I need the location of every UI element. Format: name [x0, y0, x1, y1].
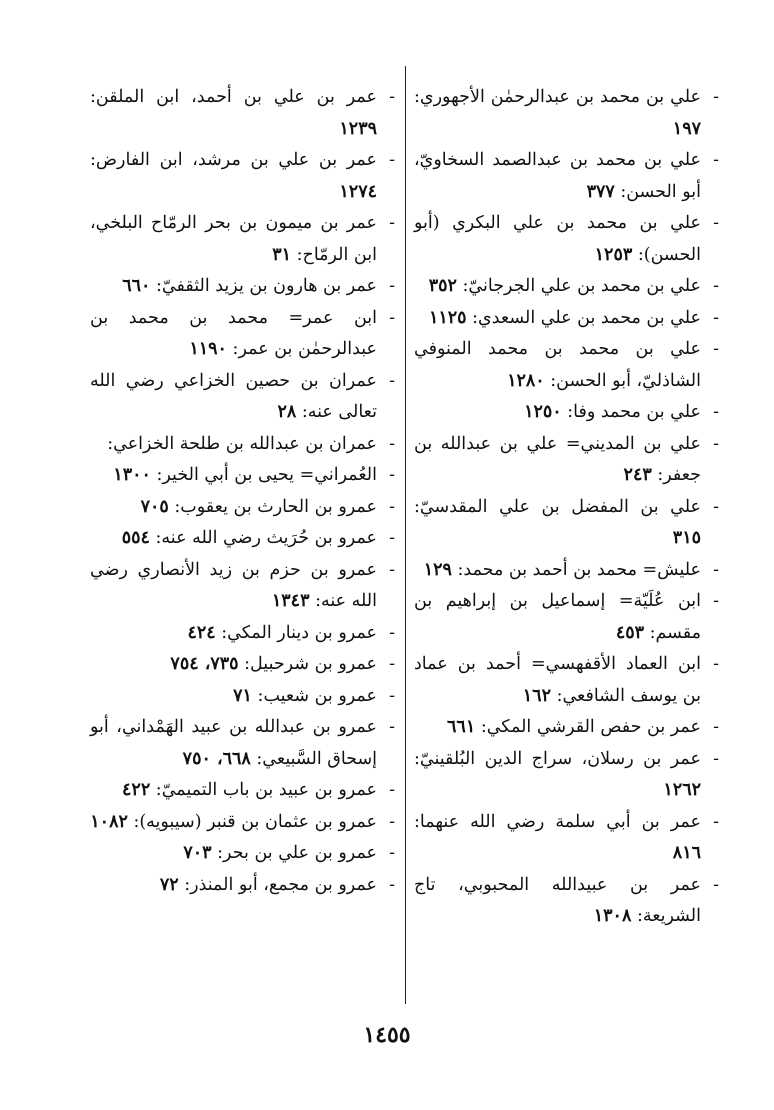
entry-dash: - [713, 874, 719, 895]
entry-dash: - [389, 87, 395, 107]
index-entry [414, 744, 719, 807]
entry-dash: - [713, 811, 719, 832]
entry-dash: - [389, 654, 395, 674]
entry-dash: - [389, 622, 395, 643]
entry-dash: - [389, 685, 395, 706]
entry-name: عمرو بن دينار المكي: [221, 622, 377, 643]
entry-dash: - [713, 433, 719, 454]
entry-name: علي بن محمد بن علي البكري (أبو الحسن): [414, 213, 701, 265]
index-entry [90, 82, 395, 145]
entry-dash: - [389, 811, 395, 832]
entry-dash: - [389, 843, 395, 863]
entry-pages: ٧٢ [159, 874, 179, 895]
entry-name: عمرو بن عبيد بن باب التميميّ: [155, 780, 377, 800]
index-entry [414, 145, 719, 208]
index-entry [414, 492, 719, 555]
entry-dash: - [389, 874, 395, 895]
entry-name: ابن عُلَيّة= إسماعيل بن إبراهيم بن مقسم: [414, 591, 701, 643]
index-entry [414, 807, 719, 870]
entry-name: علي بن محمد بن عبدالرحمٰن الأجهوري: [414, 87, 701, 107]
entry-dash: - [713, 307, 719, 328]
entry-pages: ٤٢٤ [187, 622, 216, 643]
entry-pages: ١١٩٠ [189, 339, 227, 359]
entry-pages: ١٩٧ [672, 118, 701, 139]
entry-dash: - [713, 748, 719, 769]
entry-dash: - [713, 339, 719, 359]
entry-pages: ١٣٠٠ [113, 465, 151, 485]
entry-dash: - [713, 213, 719, 233]
entry-pages: ١٣٠٨ [593, 906, 632, 926]
index-entry [414, 555, 719, 587]
entry-pages: ١٢٥٠ [524, 402, 562, 422]
entry-name: علي بن محمد بن علي الجرجانيّ: [462, 276, 701, 296]
entry-pages: ٦٦٨، ٧٥٠ [182, 748, 251, 769]
index-entry [414, 397, 719, 429]
index-entry [414, 649, 719, 712]
entry-name: العُمراني= يحيى بن أبي الخير: [156, 465, 377, 485]
entry-name: علي بن محمد وفا: [567, 402, 701, 422]
entry-name: عمر بن هارون بن يزيد الثقفيّ: [156, 276, 377, 296]
entry-name: عمرو بن مجمع، أبو المنذر: [184, 874, 377, 895]
entry-pages: ٣٧٧ [586, 181, 615, 202]
entry-pages: ٣١ [272, 244, 292, 265]
index-entry [414, 271, 719, 303]
entry-dash: - [713, 591, 719, 611]
entry-pages: ١٢٧٤ [339, 181, 377, 202]
entry-name: عمران بن حصين الخزاعي رضي الله تعالى عنه: [90, 370, 377, 422]
entry-pages: ١٠٨٢ [90, 811, 128, 832]
entry-pages: ١٢٨٠ [507, 370, 545, 391]
entry-name: عليش= محمد بن أحمد بن محمد: [457, 559, 701, 580]
entry-pages: ٦٦١ [447, 717, 476, 737]
entry-pages: ٧٠٥ [140, 496, 169, 517]
entry-dash: - [713, 559, 719, 580]
index-entry [90, 555, 395, 618]
entry-pages: ٧٠٣ [183, 843, 212, 863]
entry-name: عمرو بن عبدالله بن عبيد الهَمْداني، أبو إسحاق السَّبيعي: [90, 717, 377, 769]
index-entry [90, 775, 395, 807]
entry-pages: ٨١٦ [672, 843, 701, 863]
entry-dash: - [389, 276, 395, 296]
entry-name: علي بن المديني= علي بن عبدالله بن جعفر: [414, 433, 701, 485]
entry-pages: ١١٢٥ [428, 307, 467, 328]
entry-name: عمر بن حفص القرشي المكي: [480, 717, 701, 737]
index-entry [90, 145, 395, 208]
entry-name: عمر بن علي بن أحمد، ابن الملقن: [90, 87, 377, 107]
index-entry [90, 492, 395, 524]
index-entry [414, 208, 719, 271]
entry-pages: ٢٤٣ [623, 465, 652, 485]
entry-name: عمر بن ميمون بن بحر الرمّاح البلخي، ابن الرمّاح: [90, 213, 377, 265]
entry-dash: - [713, 87, 719, 107]
entry-pages: ٦٦٠ [122, 276, 151, 296]
index-column-left [90, 82, 395, 901]
index-column-right [414, 82, 719, 933]
entry-name: عمرو بن علي بن بحر: [217, 843, 377, 863]
entry-dash: - [713, 717, 719, 737]
entry-dash: - [389, 528, 395, 548]
entry-dash: - [389, 717, 395, 737]
index-entry [414, 870, 719, 933]
entry-name: عمرو بن حزم بن زيد الأنصاري رضي الله عنه: [90, 559, 377, 611]
entry-pages: ١٢٩ [423, 559, 452, 580]
index-entry [90, 429, 395, 461]
entry-dash: - [389, 496, 395, 517]
entry-name: عمران بن عبدالله بن طلحة الخزاعي: [107, 433, 377, 454]
index-entry [90, 712, 395, 775]
index-entry [90, 838, 395, 870]
entry-pages: ٤٥٣ [615, 622, 645, 643]
index-entry [90, 366, 395, 429]
entry-name: ابن العماد الأقفهسي= أحمد بن عماد بن يوسف الشافعي: [414, 654, 701, 706]
entry-pages: ٣١٥ [672, 528, 701, 548]
index-entry [90, 523, 395, 555]
entry-dash: - [389, 370, 395, 391]
entry-dash: - [389, 150, 395, 170]
entry-name: علي بن محمد بن علي السعدي: [472, 307, 701, 328]
entry-pages: ١٢٥٣ [594, 244, 633, 265]
entry-name: عمرو بن عثمان بن قنبر (سيبويه): [133, 811, 377, 832]
entry-dash: - [713, 496, 719, 517]
index-entry [414, 586, 719, 649]
entry-dash: - [389, 559, 395, 580]
entry-dash: - [389, 433, 395, 454]
index-entry [414, 82, 719, 145]
entry-name: ابن عمر= محمد بن محمد بن عبدالرحمٰن بن عمر: [90, 307, 377, 359]
entry-dash: - [389, 780, 395, 800]
index-entry [414, 303, 719, 335]
entry-name: علي بن محمد بن عبدالصمد السخاويّ، أبو الحسن: [414, 150, 701, 202]
index-entry [90, 649, 395, 681]
entry-pages: ٣٥٢ [428, 276, 457, 296]
index-entry [90, 460, 395, 492]
entry-pages: ١٢٣٩ [339, 118, 377, 139]
entry-dash: - [389, 307, 395, 328]
entry-name: عمر بن أبي سلمة رضي الله عنهما: [414, 811, 701, 832]
page-number: ١٤٥٥ [363, 1022, 411, 1048]
entry-name: عمر بن علي بن مرشد، ابن الفارض: [90, 150, 377, 170]
entry-name: عمرو بن شعيب: [257, 685, 377, 706]
entry-pages: ٢٨ [277, 402, 297, 422]
entry-dash: - [713, 150, 719, 170]
entry-dash: - [389, 213, 395, 233]
entry-name: علي بن محمد بن محمد المنوفي الشاذليّ، أبو الحسن: [414, 339, 701, 391]
entry-name: عمرو بن حُرَيث رضي الله عنه: [155, 528, 377, 548]
index-entry [90, 681, 395, 713]
index-entry [90, 807, 395, 839]
column-divider [405, 66, 406, 1004]
entry-pages: ١٢٦٢ [663, 780, 701, 800]
index-entry [90, 208, 395, 271]
index-entry [90, 271, 395, 303]
entry-pages: ٧٣٥، ٧٥٤ [170, 654, 239, 674]
index-entry [414, 429, 719, 492]
entry-dash: - [389, 465, 395, 485]
entry-dash: - [713, 276, 719, 296]
entry-pages: ٥٥٤ [121, 528, 150, 548]
entry-pages: ٤٢٢ [122, 780, 151, 800]
entry-name: عمرو بن الحارث بن يعقوب: [174, 496, 377, 517]
entry-name: عمر بن رسلان، سراج الدين البُلقينيّ: [414, 748, 701, 769]
entry-name: علي بن المفضل بن علي المقدسيّ: [414, 496, 701, 517]
entry-pages: ١٦٢ [522, 685, 551, 706]
index-entry [414, 334, 719, 397]
entry-name: عمر بن عبيدالله المحبوبي، تاج الشريعة: [414, 874, 701, 926]
entry-dash: - [713, 402, 719, 422]
entry-pages: ١٣٤٣ [271, 591, 310, 611]
index-entry [90, 303, 395, 366]
index-entry [414, 712, 719, 744]
index-entry [90, 870, 395, 902]
entry-dash: - [713, 654, 719, 674]
index-entry [90, 618, 395, 650]
entry-name: عمرو بن شرحبيل: [244, 654, 377, 674]
entry-pages: ٧١ [233, 685, 252, 706]
